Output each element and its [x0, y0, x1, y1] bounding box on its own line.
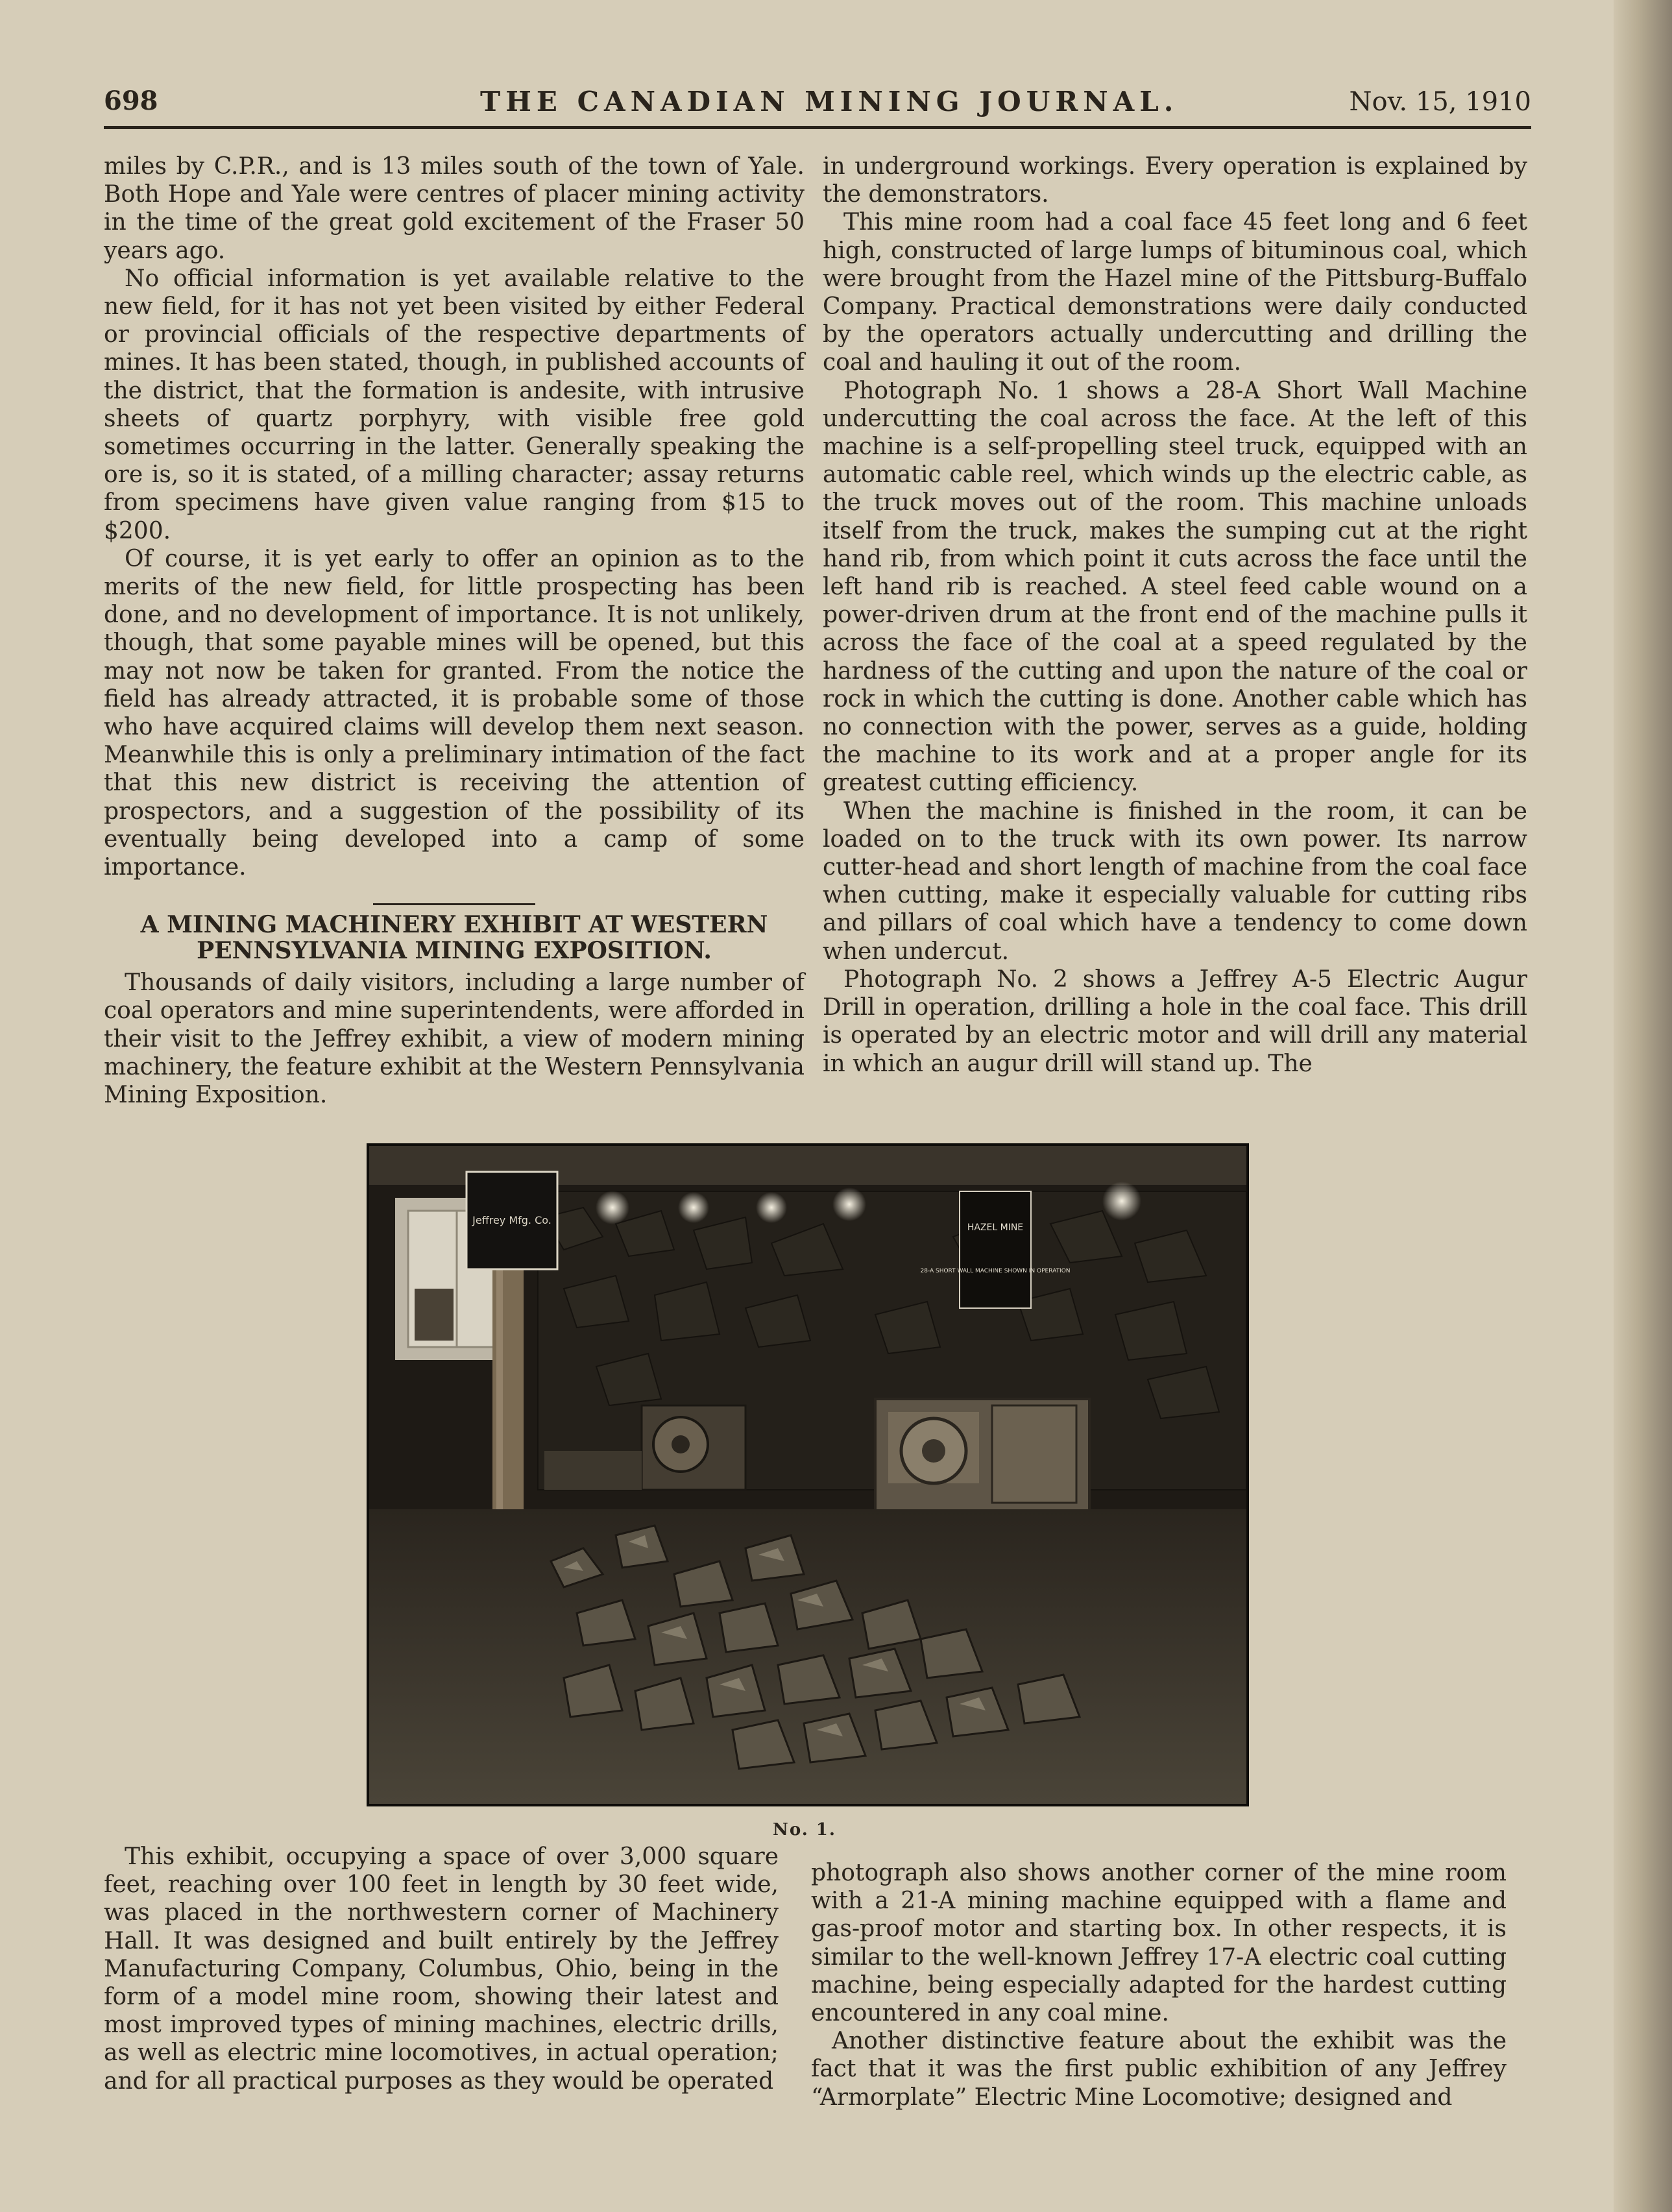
machine-sign-text: 28-A SHORT WALL MACHINE SHOWN IN OPERATION: [920, 1268, 1071, 1274]
paragraph: Photograph No. 2 shows a Jeffrey A-5 Electric Augur Drill in operation, drilling a hole in the coal face. This drill is operated by an electric motor and will drill any material in which an augur drill will stand up. The: [823, 966, 1527, 1077]
paragraph: Another distinctive feature about the exhibit was the fact that it was the first public exhibition of any Jeffrey “Armorplate” Electric Mine Locomotive; designed and: [811, 2028, 1507, 2111]
header-rule: [104, 126, 1531, 129]
running-header: [104, 79, 1531, 125]
paragraph: This mine room had a coal face 45 feet long and 6 feet high, constructed of large lumps of bituminous coal, which were brought from the Hazel mine of the Pittsburg-Buffalo Company. Practical demonstrations were daily conducted by the operators actually undercutting and drilling the coal and hauling it out of the room.: [823, 209, 1527, 376]
right-column-bottom: [811, 1859, 1507, 2111]
paragraph: No official information is yet available relative to the new field, for it has not yet been visited by either Federal or provincial officials of the respective departments of mines. It has been stated, though, in published accounts of the district, that the formation is andesite, with intrusive sheets of quartz porphyry, with visible free gold sometimes occurring in the latter. Generally speaking the ore is, so it is stated, of a milling character; assay returns from specimens have given value ranging from $15 to $200.: [104, 265, 805, 544]
paragraph: Of course, it is yet early to offer an opinion as to the merits of the new field, for little prospecting has been done, and no development of importance. It is not unlikely, though, that some payable mines will be opened, but this may not now be taken for granted. From the notice the field has already attracted, it is probable some of those who have acquired claims will develop them next season. Meanwhile this is only a preliminary intimation of the fact that this new district is receiving the attention of prospectors, and a suggestion of the possibility of its eventually being developed into a camp of some importance.: [104, 545, 805, 881]
article-intro: Thousands of daily visitors, including a large number of coal operators and mine superintendents, were afforded in their visit to the Jeffrey exhibit, a view of modern mining machinery, the feature exhibit at the Western Pennsylvania Mining Exposition.: [104, 969, 805, 1109]
left-column-top: [104, 152, 805, 1109]
photo-caption: No. 1.: [773, 1820, 836, 1840]
paragraph: in underground workings. Every operation is explained by the demonstrators.: [823, 153, 1527, 208]
page-number: 698: [104, 86, 158, 116]
mine-room-photograph: [367, 1143, 1249, 1806]
section-divider: [373, 903, 535, 905]
issue-date: Nov. 15, 1910: [1349, 87, 1531, 117]
post-sign-text: Jeffrey Mfg. Co.: [472, 1214, 551, 1226]
photo-illustration: [369, 1146, 1246, 1804]
coal-pile: [369, 1509, 1246, 1804]
paragraph: Photograph No. 1 shows a 28-A Short Wall Machine undercutting the coal across the face. At the left of this machine is a self-propelling steel truck, equipped with an automatic cable reel, which winds up the electric cable, as the truck moves out of the room. This machine unloads itself from the truck, makes the sumping cut at the right hand rib, from which point it cuts across the face until the left hand rib is reached. A steel feed cable wound on a power-driven drum at the front end of the machine pulls it across the face of the coal at a speed regulated by the hardness of the cutting and upon the nature of the coal or rock in which the cutting is done. Another cable which has no connection with the power, serves as a guide, holding the machine to its work and at a proper angle for its greatest cutting efficiency.: [823, 377, 1527, 797]
paragraph: When the machine is finished in the room, it can be loaded on to the truck with its own power. Its narrow cutter-head and short length of machine from the coal face when cutting, make it especially valuable for cutting ribs and pillars of coal which have a tendency to come down when undercut.: [823, 797, 1527, 965]
paragraph: photograph also shows another corner of the mine room with a 21-A mining machine equipped with a flame and gas-proof motor and starting box. In other respects, it is similar to the well-known Jeffrey 17-A electric coal cutting machine, being especially adapted for the hardest cutting encountered in any coal mine.: [811, 1860, 1507, 2027]
article-heading: A MINING MACHINERY EXHIBIT AT WESTERN PENNSYLVANIA MINING EXPOSITION.: [140, 911, 768, 965]
hazel-sign-text: HAZEL MINE: [967, 1222, 1024, 1233]
paragraph: This exhibit, occupying a space of over 3,000 square feet, reaching over 100 feet in length by 30 feet wide, was placed in the northwestern corner of Machinery Hall. It was designed and built entirely by the Jeffrey Manufacturing Company, Columbus, Ohio, being in the form of a model mine room, showing their latest and most improved types of mining machines, electric drills, as well as electric mine locomotives, in actual operation; and for all practical purposes as they would be operated: [104, 1843, 779, 2095]
right-column-top: [823, 152, 1527, 1078]
journal-title: THE CANADIAN MINING JOURNAL.: [480, 86, 1179, 117]
left-column-bottom: [104, 1843, 779, 2095]
page-edge-shadow: [1614, 0, 1672, 2212]
sign-on-post: [466, 1172, 557, 1269]
paragraph: miles by C.P.R., and is 13 miles south of the town of Yale. Both Hope and Yale were centres of placer mining activity in the time of the great gold excitement of the Fraser 50 years ago.: [104, 153, 805, 264]
